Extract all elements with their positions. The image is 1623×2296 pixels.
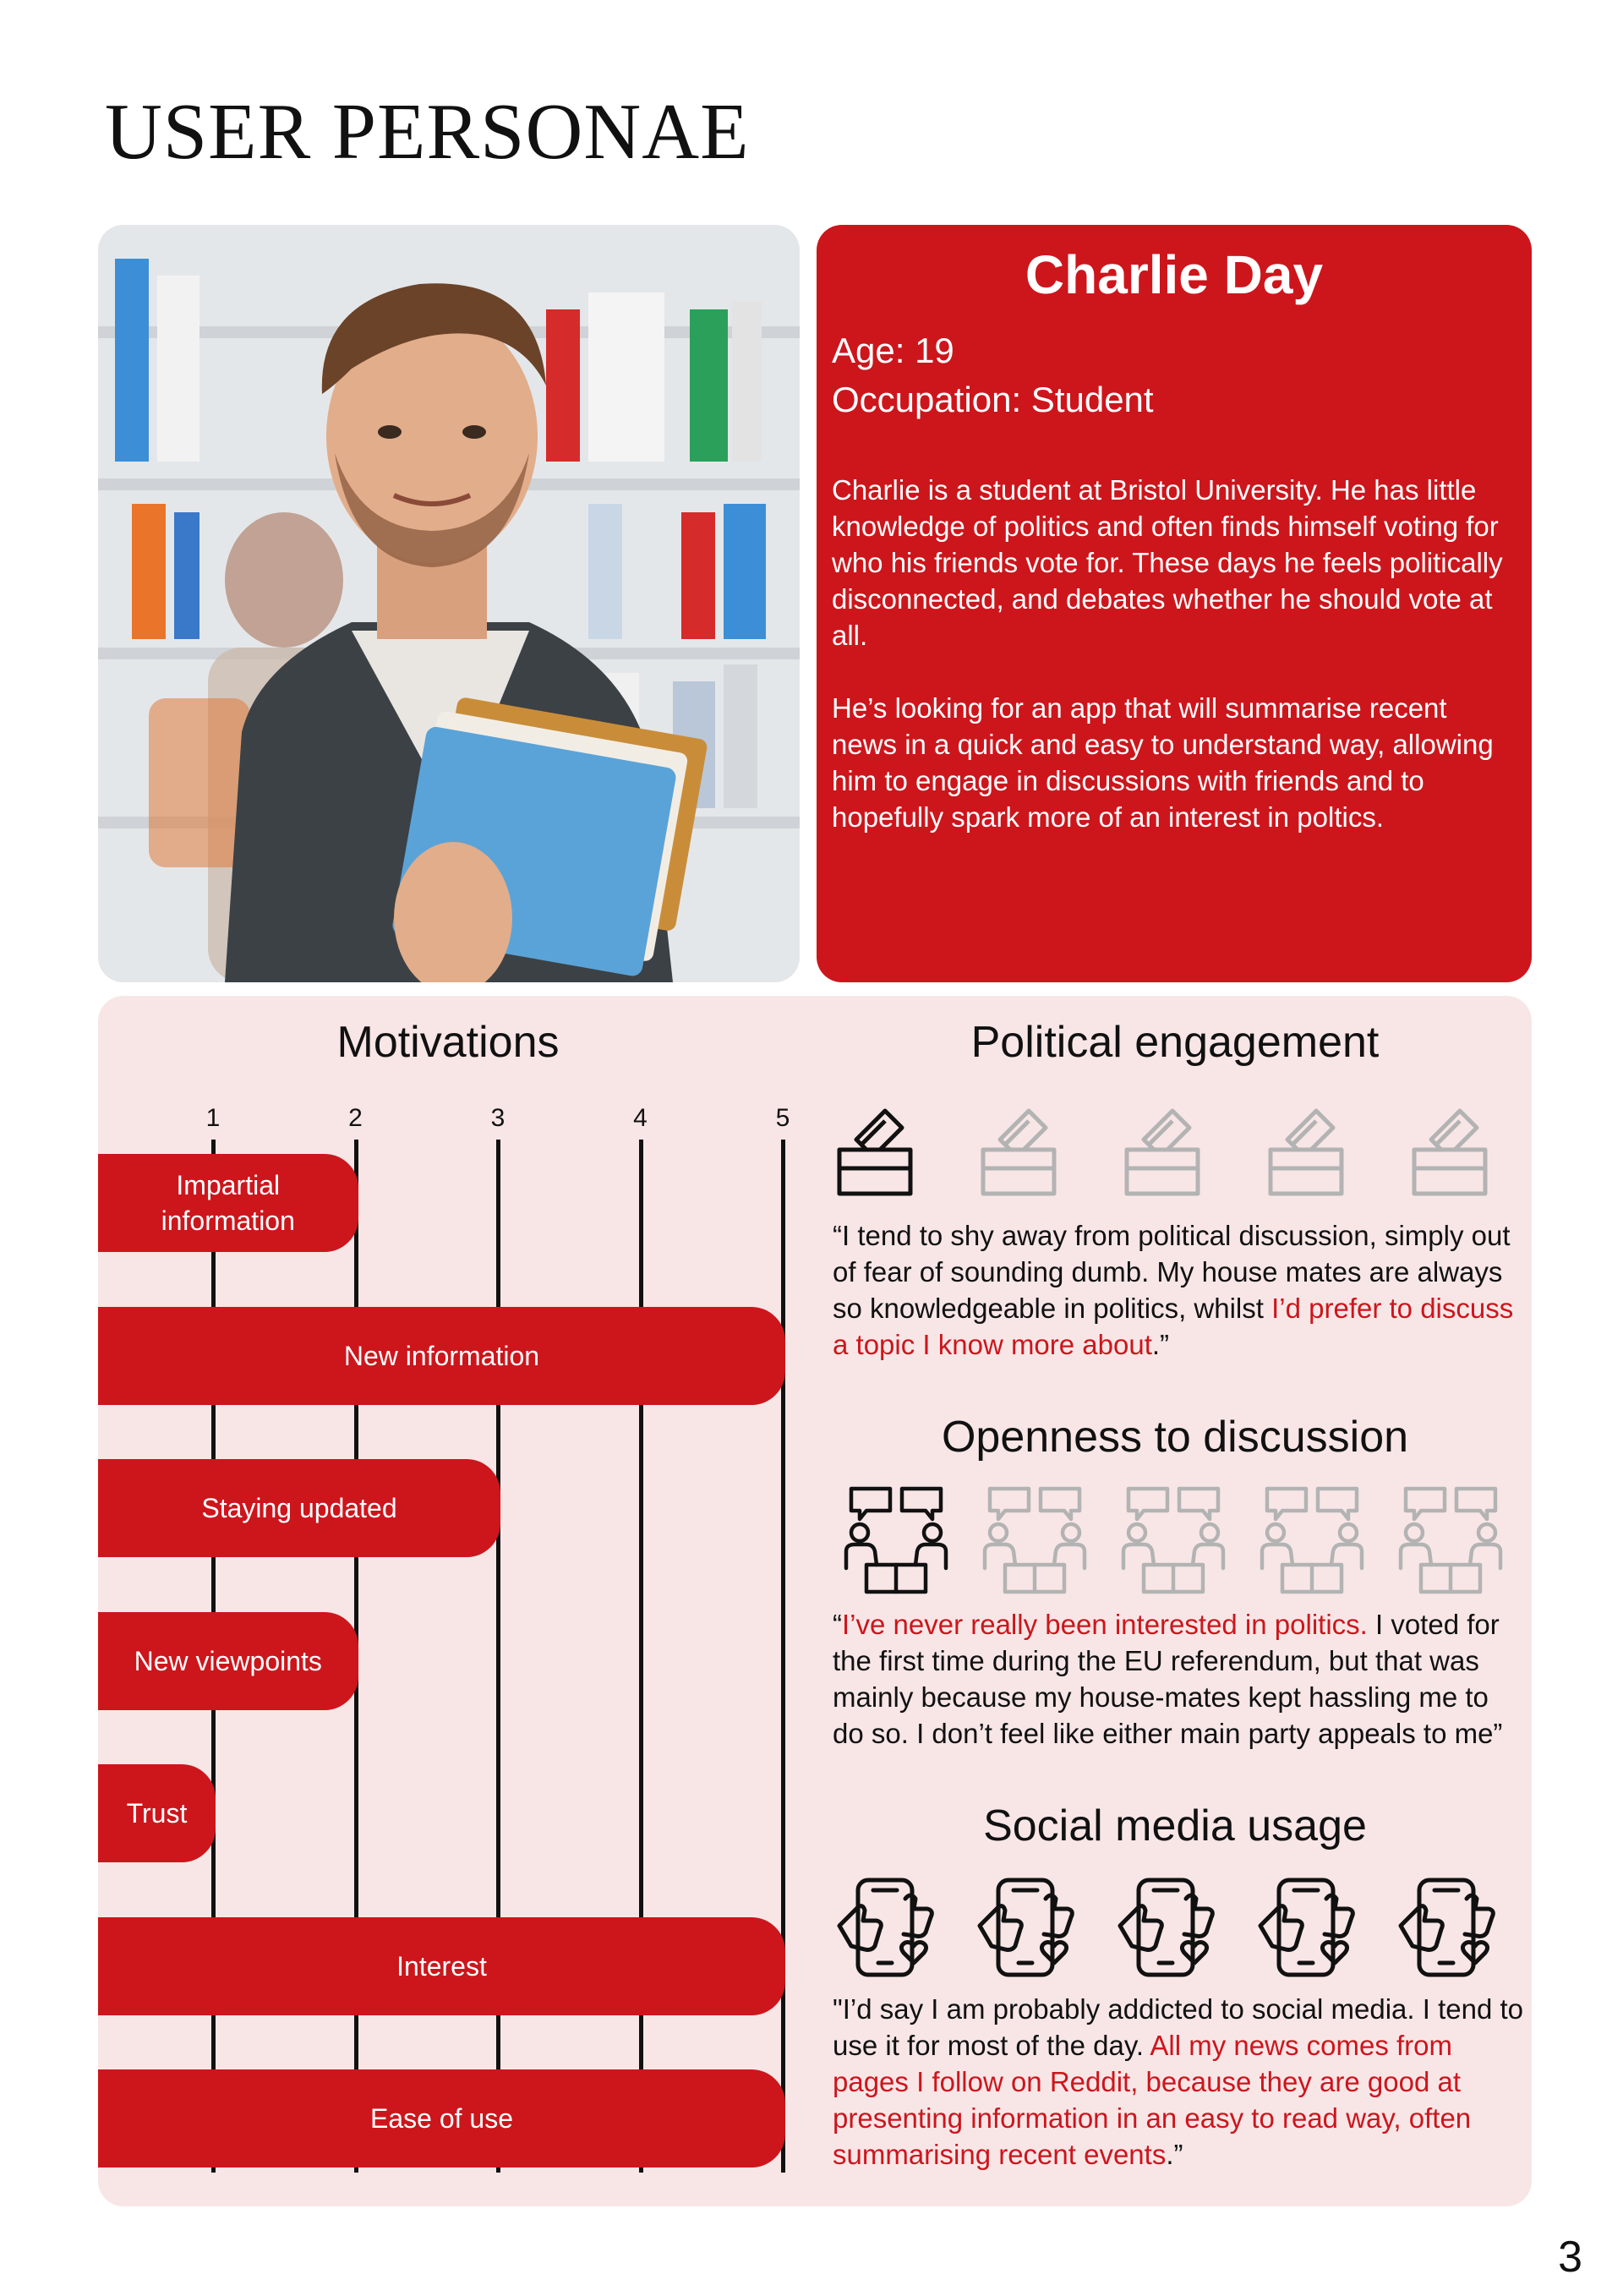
persona-card (817, 225, 1532, 982)
motivation-bar-new-information: New information (98, 1307, 785, 1405)
ballot-box-icon-2 (976, 1091, 1061, 1205)
social-phone-icon-2 (973, 1875, 1083, 1989)
social-phone-icon-1 (833, 1875, 943, 1989)
quote-text-end: .” (1166, 2139, 1183, 2170)
discussion-icon-3 (1118, 1484, 1228, 1599)
motivation-bar-impartial-information: Impartial information (98, 1154, 358, 1252)
quote-text: “ (833, 1609, 842, 1640)
political-engagement-quote (833, 1217, 1526, 1363)
axis-tick-3: 3 (490, 1104, 505, 1132)
social-phone-icon-4 (1254, 1875, 1363, 1989)
axis-tick-1: 1 (205, 1104, 221, 1132)
ballot-box-icon-5 (1407, 1091, 1492, 1205)
persona-bio-2: He’s looking for an app that will summarise recent news in a quick and easy to understand way, allowing him to engage in discussions with friends and to hopefully spark more of an interest in poltics. (832, 692, 1494, 833)
social-media-rating (833, 1875, 1534, 1989)
persona-occupation: Occupation: Student (832, 380, 1154, 419)
persona-photo (98, 225, 800, 982)
quote-highlight: I’ve never really been interested in politics. (842, 1609, 1368, 1640)
political-engagement-rating (833, 1091, 1551, 1205)
quote-text-end: .” (1151, 1329, 1170, 1360)
discussion-icon-1 (841, 1484, 951, 1599)
openness-rating (841, 1484, 1534, 1599)
motivation-bar-ease-of-use: Ease of use (98, 2069, 785, 2168)
persona-age: Age: 19 (832, 331, 954, 370)
quote-text-end: I voted for the first time during the EU referendum, but that was mainly because my house-mates kept hassling me to do so. I don’t feel like either main party appeals to me” (833, 1609, 1503, 1749)
persona-bio-1: Charlie is a student at Bristol University. He has little knowledge of politics and often finds himself voting for who his friends vote for. These days he feels politically disconnected, and debates whether he should vote at all. (832, 474, 1503, 651)
motivation-bar-trust: Trust (98, 1764, 216, 1862)
quote-text: "I’d say I am probably addicted to social media. I tend to use it for most of the day. (833, 1993, 1523, 2061)
quote-text: “I tend to shy away from political discussion, simply out of fear of sounding dumb. My house mates are always so knowledgeable in politics, whilst (833, 1220, 1511, 1324)
axis-tick-2: 2 (348, 1104, 363, 1132)
page-title: USER PERSONAE (105, 88, 750, 176)
persona-name: Charlie Day (1025, 244, 1324, 305)
persona-meta (832, 326, 1154, 424)
student-photo-illustration (98, 225, 800, 982)
gridline-4 (639, 1140, 643, 2173)
ballot-box-icon-4 (1264, 1091, 1348, 1205)
openness-quote (833, 1606, 1526, 1752)
ballot-box-icon-3 (1120, 1091, 1205, 1205)
gridline-5 (781, 1140, 785, 2173)
ballot-box-icon-1 (833, 1091, 917, 1205)
axis-tick-5: 5 (775, 1104, 790, 1132)
quote-highlight: All my news comes from pages I follow on Reddit, because they are good at presenting information in an easy to read way, often summarising recent events (833, 2030, 1472, 2170)
quote-highlight: I’d prefer to discuss a topic I know more about (833, 1293, 1514, 1360)
discussion-icon-5 (1396, 1484, 1506, 1599)
openness-title: Openness to discussion (941, 1413, 1409, 1462)
page-number: 3 (1558, 2233, 1582, 2282)
political-engagement-title: Political engagement (970, 1018, 1380, 1067)
axis-tick-4: 4 (633, 1104, 648, 1132)
gridline-3 (496, 1140, 500, 2173)
social-media-quote (833, 1991, 1526, 2173)
motivation-bar-staying-updated: Staying updated (98, 1459, 500, 1557)
social-phone-icon-3 (1113, 1875, 1223, 1989)
discussion-icon-4 (1257, 1484, 1367, 1599)
motivation-bar-interest: Interest (98, 1917, 785, 2015)
motivation-bar-new-viewpoints: New viewpoints (98, 1612, 358, 1710)
motivations-title: Motivations (336, 1018, 560, 1067)
discussion-icon-2 (980, 1484, 1090, 1599)
social-phone-icon-5 (1394, 1875, 1504, 1989)
social-media-title: Social media usage (983, 1801, 1367, 1850)
